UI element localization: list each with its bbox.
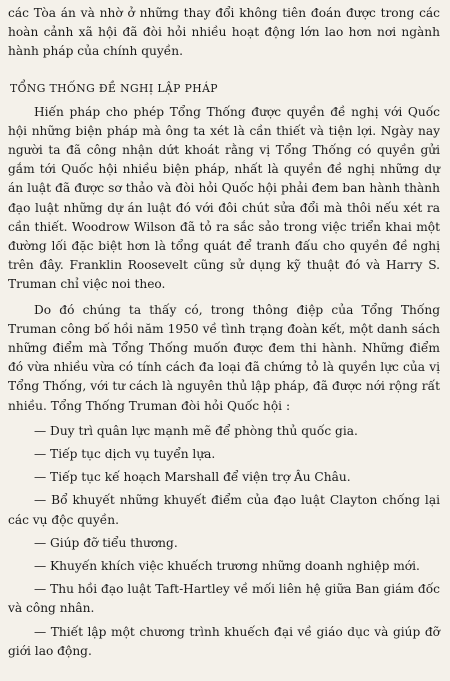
body-paragraph-2: Do đó chúng ta thấy có, trong thông điệp của Tổng Thống Truman công bố hồi năm 1950 về tình trạng đoàn kết, một danh sách những điểm mà Tổng Thống muốn được đem thi hành. Những điểm đó vừa nhiều vừa có tính cách đa loại đã chứng tỏ là quyền lực của vị Tổng Thống, với tư cách là nguyên thủ lập pháp, đã được nới rộng rất nhiều. Tổng Thống Truman đòi hỏi Quốc hội : — [8, 302, 440, 413]
list-item: — Giúp đỡ tiểu thương. — [34, 535, 178, 550]
section-heading: TỔNG THỐNG ĐỀ NGHỊ LẬP PHÁP — [10, 81, 218, 95]
list-item: — Khuyến khích việc khuếch trương những doanh nghiệp mới. — [34, 559, 420, 574]
list-item: — Duy trì quân lực mạnh mẽ để phòng thủ quốc gia. — [34, 423, 358, 438]
list-item: — Tiếp tục dịch vụ tuyển lựa. — [34, 447, 216, 462]
list-item: — Bổ khuyết những khuyết điểm của đạo luật Clayton chống lại các vụ độc quyền. — [8, 493, 440, 527]
list-item: — Thiết lập một chương trình khuếch đại về giáo dục và giúp đỡ giới lao động. — [8, 624, 440, 658]
body-paragraph-1: Hiến pháp cho phép Tổng Thống được quyền đề nghị với Quốc hội những biện pháp mà ông ta xét là cần thiết và tiện lợi. Ngày nay người ta đã công nhận dứt khoát rằng vị Tổng Thống có quyền gửi gắm tới Quốc hội nhiều biện pháp, nhất là quyền đề nghị những dự án luật đã được sơ thảo và đòi hỏi Quốc hội phải đem ban hành thành đạo luật những dự án luật đó với đôi chút sửa đổi mà thôi nếu xét ra cần thiết. Woodrow Wilson đã tỏ ra sắc sảo trong việc triển khai một đường lối đặc biệt hơn là tổng quát để tranh đấu cho quyền đề nghị trên đây. Franklin Roosevelt cũng sử dụng kỹ thuật đó và Harry S. Truman chỉ việc noi theo. — [8, 104, 440, 292]
intro-paragraph: các Tòa án và nhờ ở những thay đổi không tiên đoán được trong các hoàn cảnh xã hội đã đòi hỏi nhiều hoạt động lớn lao hơn nơi ngành hành pháp của chính quyền. — [8, 6, 440, 59]
list-item: — Tiếp tục kế hoạch Marshall để viện trợ Âu Châu. — [34, 470, 351, 485]
list-item: — Thu hồi đạo luật Taft-Hartley về mối liên hệ giữa Ban giám đốc và công nhân. — [8, 582, 440, 616]
demands-list — [8, 422, 440, 661]
